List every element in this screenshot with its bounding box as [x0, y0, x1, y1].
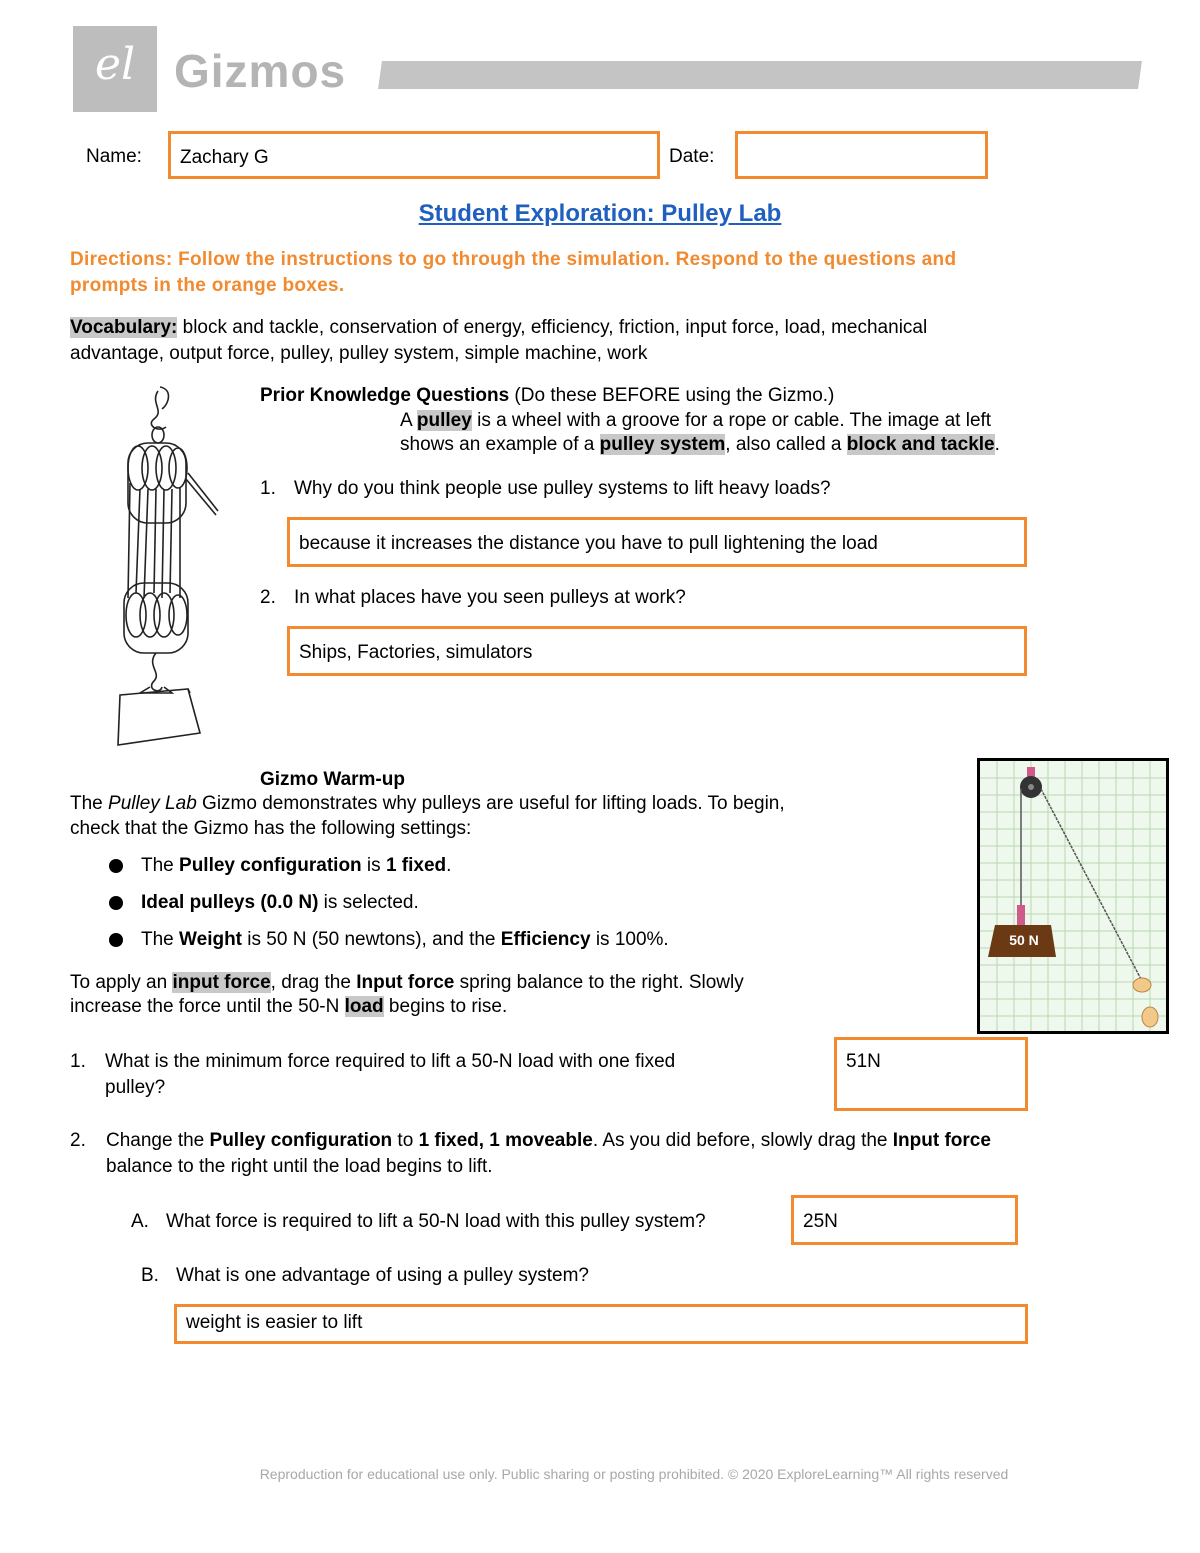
warmup-qB-answer: weight is easier to lift — [186, 1312, 363, 1333]
prior-q2-text: In what places have you seen pulleys at work? — [294, 587, 686, 608]
warmup-text: , drag the — [270, 972, 357, 993]
warmup-qA-text: What force is required to lift a 50-N load with this pulley system? — [166, 1211, 706, 1232]
warmup-text: The — [141, 855, 180, 876]
intro-text: . — [994, 434, 1000, 455]
warmup-qB-label: B. — [141, 1265, 159, 1286]
warmup-text: is 50 N (50 newtons), and the — [242, 929, 501, 950]
warmup-bold: Input force — [356, 972, 455, 993]
warmup-text: The — [141, 929, 180, 950]
gizmo-screenshot — [977, 758, 1169, 1034]
prior-q1-answer: because it increases the distance you have to pull lightening the load — [299, 533, 878, 554]
page-title: Student Exploration: Pulley Lab — [418, 200, 782, 227]
prior-q2-answer-box[interactable] — [287, 626, 1027, 676]
prior-intro — [400, 408, 1000, 457]
term-input-force: input force — [172, 972, 271, 993]
brand-name: Gizmos — [174, 45, 347, 97]
load-label: 50 N — [1009, 932, 1039, 948]
directions-line-2: prompts in the orange boxes. — [70, 275, 345, 296]
warmup-text: begins to rise. — [383, 996, 508, 1017]
warmup-qA-label: A. — [131, 1211, 149, 1232]
warmup-bold: Input force — [892, 1130, 991, 1151]
warmup-q2-line-2: balance to the right until the load begins to lift. — [106, 1156, 493, 1177]
bullet-icon — [109, 896, 123, 910]
prior-q1-text: Why do you think people use pulley systems to lift heavy loads? — [294, 478, 831, 499]
warmup-q2-number: 2. — [70, 1130, 86, 1151]
setting-pulley-configuration — [141, 853, 451, 878]
warmup-q1-line-1: What is the minimum force required to lift a 50-N load with one fixed — [105, 1051, 676, 1072]
warmup-text: check that the Gizmo has the following settings: — [70, 818, 472, 839]
warmup-text: increase the force until the 50-N — [70, 996, 345, 1017]
warmup-bold: Efficiency — [500, 929, 591, 950]
warmup-paragraph-1 — [70, 791, 785, 841]
warmup-bold: Pulley configuration — [179, 855, 362, 876]
warmup-text: Change the — [106, 1130, 210, 1151]
vocabulary-label: Vocabulary: — [70, 317, 178, 338]
warmup-text: To apply an — [70, 972, 173, 993]
warmup-text: . — [446, 855, 452, 876]
warmup-qA-answer: 25N — [803, 1211, 838, 1232]
setting-ideal-pulleys — [141, 890, 419, 915]
warmup-text: Gizmo demonstrates why pulleys are useful for lifting loads. To begin, — [196, 793, 785, 814]
date-label: Date: — [669, 146, 715, 167]
intro-text: A — [400, 410, 417, 431]
name-label: Name: — [86, 146, 142, 167]
bullet-icon — [109, 859, 123, 873]
warmup-text: spring balance to the right. Slowly — [454, 972, 744, 993]
footer-copyright: Reproduction for educational use only. Public sharing or posting prohibited. © 2020 ExploreLearning™ All rights reserved — [259, 1466, 1009, 1482]
prior-q1-number: 1. — [260, 478, 276, 499]
setting-weight-efficiency — [141, 927, 669, 952]
warmup-bold: 1 fixed, 1 moveable — [418, 1130, 593, 1151]
directions-line-1: Directions: Follow the instructions to go through the simulation. Respond to the questions and — [70, 249, 957, 270]
name-value: Zachary G — [180, 147, 269, 168]
prior-q1-answer-box[interactable] — [287, 517, 1027, 567]
term-pulley-system: pulley system — [599, 434, 726, 455]
directions-text — [70, 247, 956, 298]
warmup-bold: Ideal pulleys (0.0 N) — [141, 892, 319, 913]
gizmos-logo — [73, 26, 157, 112]
intro-text: shows an example of a — [400, 434, 600, 455]
warmup-heading: Gizmo Warm-up — [260, 769, 405, 790]
block-and-tackle-illustration — [110, 383, 225, 753]
bullet-icon — [109, 933, 123, 947]
warmup-text: is selected. — [318, 892, 419, 913]
prior-knowledge-heading — [260, 383, 834, 408]
warmup-bold: Pulley configuration — [209, 1130, 393, 1151]
vocabulary — [70, 315, 927, 366]
warmup-text: The — [70, 793, 109, 814]
warmup-q1-line-2: pulley? — [105, 1077, 166, 1098]
header-bar — [378, 61, 1142, 89]
term-block-and-tackle: block and tackle — [846, 434, 995, 455]
prior-q2-number: 2. — [260, 587, 276, 608]
name-field[interactable] — [168, 131, 660, 179]
warmup-paragraph-2 — [70, 970, 744, 1019]
warmup-text: . As you did before, slowly drag the — [592, 1130, 893, 1151]
warmup-bold: Weight — [179, 929, 243, 950]
prior-heading-bold: Prior Knowledge Questions — [260, 385, 510, 406]
vocabulary-line-2: advantage, output force, pulley, pulley system, simple machine, work — [70, 343, 648, 364]
intro-text: , also called a — [725, 434, 847, 455]
warmup-qB-answer-box[interactable] — [174, 1304, 1028, 1344]
warmup-qA-answer-box[interactable] — [791, 1195, 1018, 1245]
prior-heading-note: (Do these BEFORE using the Gizmo.) — [509, 385, 835, 406]
prior-q2-answer: Ships, Factories, simulators — [299, 642, 533, 663]
intro-text: is a wheel with a groove for a rope or cable. The image at left — [471, 410, 992, 431]
vocabulary-line-1: block and tackle, conservation of energy, efficiency, friction, input force, load, mechanical — [177, 317, 928, 338]
warmup-q1-answer: 51N — [846, 1051, 881, 1072]
warmup-q2-text — [106, 1128, 991, 1179]
term-load: load — [344, 996, 384, 1017]
logo-glyph: el — [94, 39, 136, 90]
warmup-qB-text: What is one advantage of using a pulley system? — [176, 1265, 589, 1286]
warmup-text: is — [361, 855, 386, 876]
warmup-text: to — [392, 1130, 419, 1151]
warmup-q1-answer-box[interactable] — [834, 1037, 1028, 1111]
date-field[interactable] — [735, 131, 988, 179]
gizmo-name: Pulley Lab — [108, 793, 197, 814]
gizmo-grid — [980, 761, 1166, 1031]
warmup-q1-number: 1. — [70, 1051, 86, 1072]
warmup-q1-text — [105, 1049, 675, 1100]
warmup-bold: 1 fixed — [385, 855, 447, 876]
warmup-text: is 100%. — [590, 929, 669, 950]
term-pulley: pulley — [416, 410, 472, 431]
